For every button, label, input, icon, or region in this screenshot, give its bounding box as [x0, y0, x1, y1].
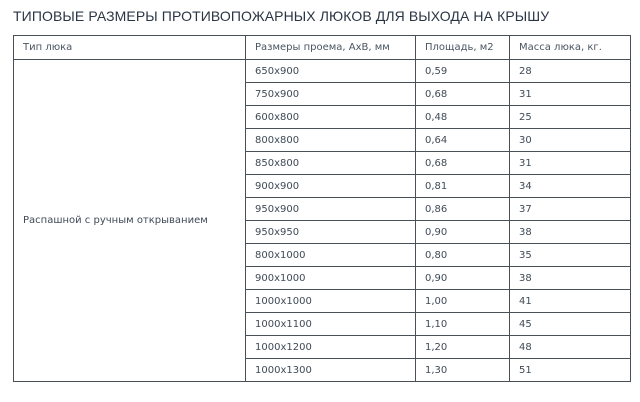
header-type: Тип люка — [14, 36, 246, 60]
area-cell: 0,59 — [416, 60, 510, 83]
size-cell: 900х900 — [246, 175, 416, 198]
area-cell: 0,86 — [416, 198, 510, 221]
area-cell: 0,68 — [416, 83, 510, 106]
area-cell: 0,81 — [416, 175, 510, 198]
size-cell: 850х800 — [246, 152, 416, 175]
size-cell: 900х1000 — [246, 267, 416, 290]
mass-cell: 41 — [510, 290, 631, 313]
header-size: Размеры проема, АхВ, мм — [246, 36, 416, 60]
page-title: ТИПОВЫЕ РАЗМЕРЫ ПРОТИВОПОЖАРНЫХ ЛЮКОВ ДЛЯ ВЫХОДА НА КРЫШУ — [13, 8, 550, 24]
area-cell: 0,90 — [416, 221, 510, 244]
mass-cell: 38 — [510, 221, 631, 244]
size-cell: 1000х1000 — [246, 290, 416, 313]
size-cell: 600х800 — [246, 106, 416, 129]
area-cell: 0,80 — [416, 244, 510, 267]
table-row — [14, 60, 631, 83]
mass-cell: 25 — [510, 106, 631, 129]
size-cell: 650х900 — [246, 60, 416, 83]
size-cell: 800х800 — [246, 129, 416, 152]
size-cell: 1000х1100 — [246, 313, 416, 336]
table-header — [14, 36, 631, 60]
area-cell: 0,64 — [416, 129, 510, 152]
header-area: Площадь, м2 — [416, 36, 510, 60]
table-body — [14, 60, 631, 382]
mass-cell: 37 — [510, 198, 631, 221]
mass-cell: 28 — [510, 60, 631, 83]
area-cell: 1,10 — [416, 313, 510, 336]
size-cell: 800х1000 — [246, 244, 416, 267]
mass-cell: 51 — [510, 359, 631, 382]
header-mass: Масса люка, кг. — [510, 36, 631, 60]
area-cell: 1,30 — [416, 359, 510, 382]
mass-cell: 34 — [510, 175, 631, 198]
size-cell: 950х950 — [246, 221, 416, 244]
mass-cell: 35 — [510, 244, 631, 267]
area-cell: 0,48 — [416, 106, 510, 129]
hatch-type-cell: Распашной с ручным открыванием — [14, 60, 246, 382]
mass-cell: 48 — [510, 336, 631, 359]
mass-cell: 31 — [510, 83, 631, 106]
area-cell: 0,68 — [416, 152, 510, 175]
mass-cell: 45 — [510, 313, 631, 336]
mass-cell: 30 — [510, 129, 631, 152]
size-cell: 1000х1300 — [246, 359, 416, 382]
mass-cell: 31 — [510, 152, 631, 175]
mass-cell: 38 — [510, 267, 631, 290]
size-cell: 950х900 — [246, 198, 416, 221]
area-cell: 1,20 — [416, 336, 510, 359]
size-cell: 750х900 — [246, 83, 416, 106]
size-cell: 1000х1200 — [246, 336, 416, 359]
header-row — [14, 36, 631, 60]
area-cell: 0,90 — [416, 267, 510, 290]
area-cell: 1,00 — [416, 290, 510, 313]
hatch-sizes-table — [13, 35, 631, 382]
